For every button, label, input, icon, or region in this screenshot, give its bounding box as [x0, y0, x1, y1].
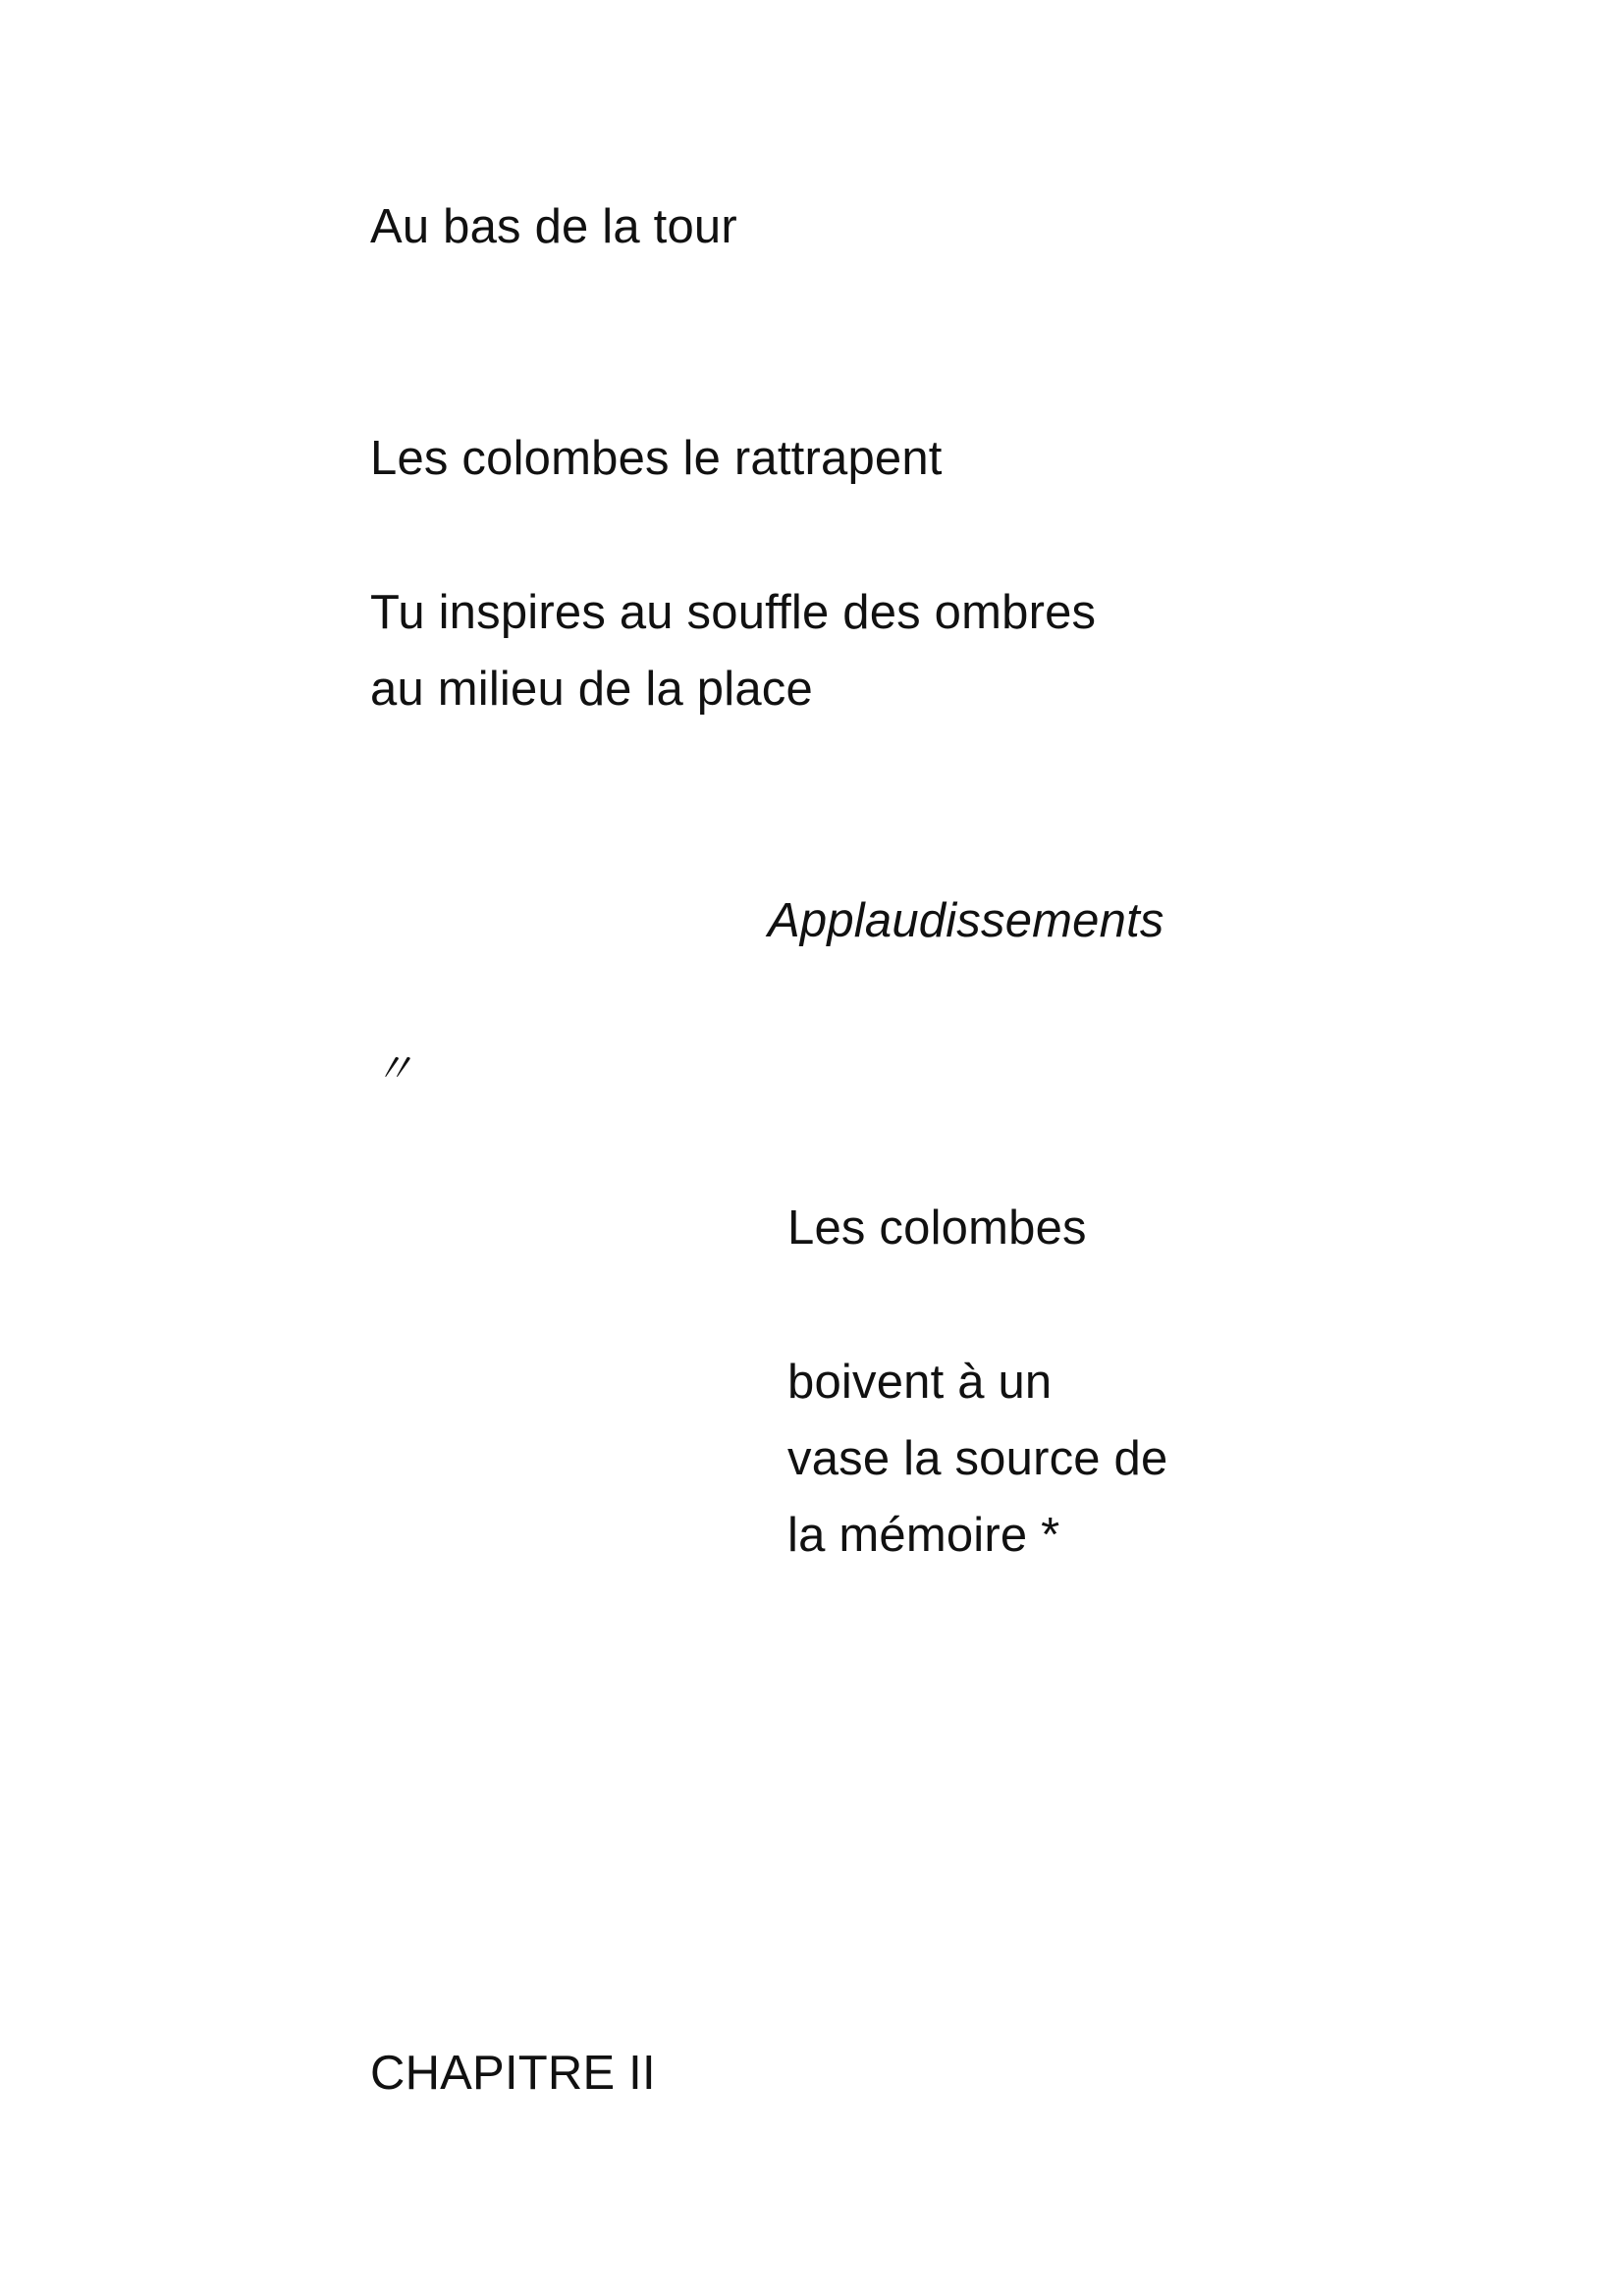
poem-line: Les colombes [787, 1201, 1087, 1255]
poem-line: la mémoire * [787, 1509, 1060, 1562]
poem-line: au milieu de la place [370, 663, 813, 716]
chapter-heading: CHAPITRE II [370, 2047, 656, 2100]
poem-line: Tu inspires au souffle des ombres [370, 586, 1097, 639]
poem-line: Les colombes le rattrapent [370, 432, 943, 485]
poem-line: Au bas de la tour [370, 200, 737, 253]
ditto-mark: 〃 [373, 1045, 415, 1092]
poem-line: vase la source de [787, 1432, 1168, 1485]
poem-line: boivent à un [787, 1356, 1053, 1409]
stage-direction: Applaudissements [768, 894, 1164, 947]
